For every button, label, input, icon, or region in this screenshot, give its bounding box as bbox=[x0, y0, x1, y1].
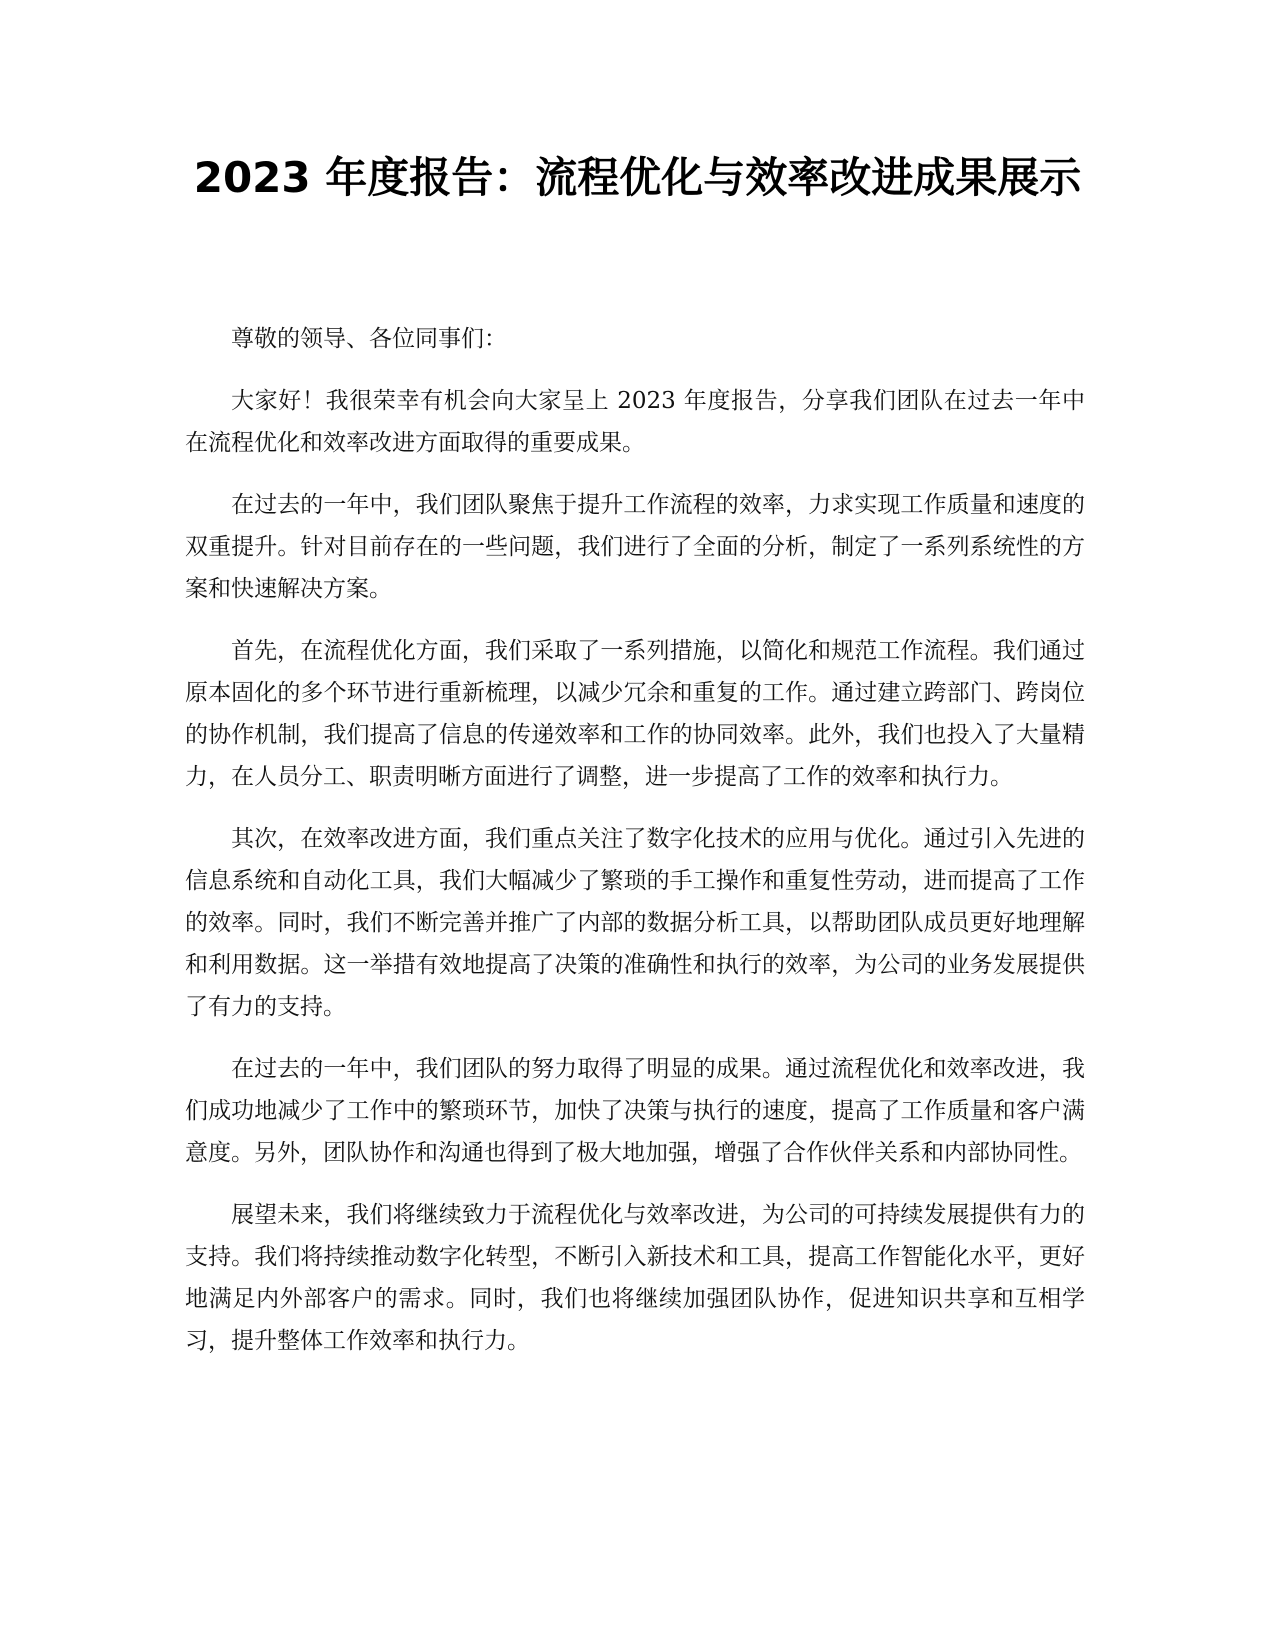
salutation-paragraph: 尊敬的领导、各位同事们： bbox=[231, 326, 507, 352]
greeting-paragraph: 大家好！我很荣幸有机会向大家呈上 2023 年度报告，分享我们团队在过去一年中在流程优化和效率改进方面取得的重要成果。 bbox=[185, 388, 1085, 456]
document-title: 2023 年度报告：流程优化与效率改进成果展示 bbox=[193, 153, 1082, 202]
overview-paragraph: 在过去的一年中，我们团队聚焦于提升工作流程的效率，力求实现工作质量和速度的双重提升。针对目前存在的一些问题，我们进行了全面的分析，制定了一系列系统性的方案和快速解决方案。 bbox=[185, 492, 1085, 602]
outlook-paragraph: 展望未来，我们将继续致力于流程优化与效率改进，为公司的可持续发展提供有力的支持。我们将持续推动数字化转型，不断引入新技术和工具，提高工作智能化水平，更好地满足内外部客户的需求。同时，我们也将继续加强团队协作，促进知识共享和互相学习，提升整体工作效率和执行力。 bbox=[185, 1202, 1085, 1354]
results-paragraph: 在过去的一年中，我们团队的努力取得了明显的成果。通过流程优化和效率改进，我们成功地减少了工作中的繁琐环节，加快了决策与执行的速度，提高了工作质量和客户满意度。另外，团队协作和沟通也得到了极大地加强，增强了合作伙伴关系和内部协同性。 bbox=[185, 1056, 1085, 1166]
efficiency-improvement-paragraph: 其次，在效率改进方面，我们重点关注了数字化技术的应用与优化。通过引入先进的信息系统和自动化工具，我们大幅减少了繁琐的手工操作和重复性劳动，进而提高了工作的效率。同时，我们不断完善并推广了内部的数据分析工具，以帮助团队成员更好地理解和利用数据。这一举措有效地提高了决策的准确性和执行的效率，为公司的业务发展提供了有力的支持。 bbox=[185, 826, 1085, 1020]
document-body bbox=[185, 318, 1085, 1382]
process-optimization-paragraph: 首先，在流程优化方面，我们采取了一系列措施，以简化和规范工作流程。我们通过原本固化的多个环节进行重新梳理，以减少冗余和重复的工作。通过建立跨部门、跨岗位的协作机制，我们提高了信息的传递效率和工作的协同效率。此外，我们也投入了大量精力，在人员分工、职责明晰方面进行了调整，进一步提高了工作的效率和执行力。 bbox=[185, 638, 1085, 790]
